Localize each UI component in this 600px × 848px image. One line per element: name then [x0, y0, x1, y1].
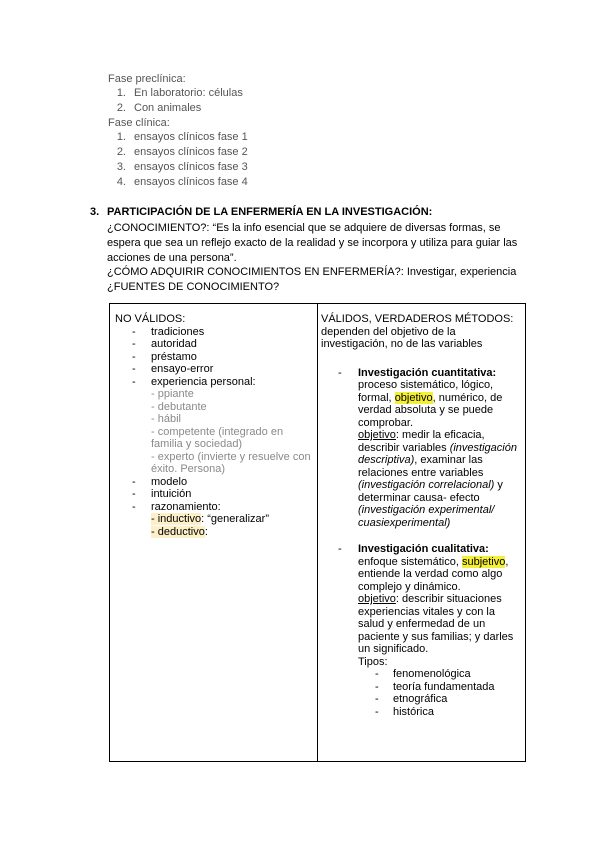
- list-item: - tradiciones: [132, 325, 205, 338]
- list-item: - etnográfica: [375, 693, 448, 705]
- list-item: [108, 102, 201, 115]
- list-item: [108, 161, 248, 174]
- inductive-label: - inductivo: [151, 513, 202, 525]
- list-item: [108, 176, 248, 189]
- intro-line: investigación, no de las variables: [321, 338, 483, 350]
- objective-highlight: objetivo: [394, 391, 433, 404]
- valid-heading: VÁLIDOS, VERDADEROS MÉTODOS:: [321, 313, 514, 325]
- list-number: 2.: [116, 102, 126, 114]
- clinic-heading: Fase clínica:: [108, 117, 170, 129]
- knowledge-sources-table: [109, 303, 526, 762]
- quantitative-block: - Investigación cuantitativa: proceso sistemático, lógico, formal, objetivo, numérico, de verdad absoluta y se puede comprobar. objetivo: medir la eficacia, describir variables (investigación descriptiva), examinar las relaciones entre variables (investigación correlacional) y determinar causa- efecto (investigación experimental/ cuasiexperimental): [321, 367, 523, 530]
- paragraph-line: ¿CONOCIMIENTO?: “Es la info esencial que se adquiere de diversas formas, se: [107, 222, 501, 234]
- list-item: - fenomenológica: [375, 668, 471, 680]
- types-label: Tipos:: [358, 655, 388, 668]
- column-divider: [317, 304, 318, 761]
- reasoning-types: - inductivo: “generalizar” - deductivo:: [151, 513, 269, 538]
- list-item: [108, 146, 248, 159]
- intro-line: dependen del objetivo de la: [321, 325, 456, 338]
- list-item: - modelo: [132, 475, 188, 488]
- paragraph-line: ¿CÓMO ADQUIRIR CONOCIMIENTOS EN ENFERMERÍA?: Investigar, experiencia: [107, 266, 517, 278]
- list-item: [108, 131, 248, 144]
- list-text: Con animales: [134, 102, 202, 114]
- list-item: - experiencia personal:: [132, 375, 256, 388]
- section-number: 3.: [90, 206, 100, 218]
- list-item: [108, 87, 243, 100]
- paragraph-line: espera que sea un reflejo exacto de la realidad y se incorpora y utiliza para guiar las: [107, 237, 518, 249]
- list-item: - histórica: [375, 705, 434, 718]
- list-number: 4.: [116, 176, 126, 188]
- list-item: - intuición: [132, 488, 192, 500]
- quantitative-title: Investigación cuantitativa:: [358, 366, 497, 379]
- list-item: - razonamiento:: [132, 500, 221, 513]
- deductive-label: - deductivo: [151, 525, 205, 538]
- invalid-heading: NO VÁLIDOS:: [115, 313, 186, 325]
- list-item: - autoridad: [132, 338, 197, 350]
- subjective-highlight: subjetivo: [461, 555, 506, 568]
- paragraph-line: acciones de una persona”.: [107, 252, 237, 264]
- list-number: 1.: [116, 87, 126, 99]
- invalid-sources-cell: [115, 313, 313, 538]
- list-text: ensayos clínicos fase 2: [134, 146, 248, 158]
- list-item: - ensayo-error: [132, 363, 214, 375]
- list-number: 2.: [116, 146, 126, 158]
- list-item: - préstamo: [132, 350, 197, 363]
- preclinic-heading: Fase preclínica:: [108, 73, 186, 85]
- list-text: ensayos clínicos fase 3: [134, 161, 248, 173]
- valid-methods-cell: [321, 313, 523, 718]
- qualitative-title: Investigación cualitativa:: [358, 543, 489, 555]
- paragraph-line: ¿FUENTES DE CONOCIMIENTO?: [107, 281, 280, 293]
- list-item: - teoría fundamentada: [375, 680, 495, 693]
- section-title: PARTICIPACIÓN DE LA ENFERMERÍA EN LA INVESTIGACIÓN:: [107, 206, 433, 218]
- list-text: ensayos clínicos fase 1: [134, 131, 248, 143]
- list-number: 3.: [116, 161, 126, 173]
- list-text: ensayos clínicos fase 4: [134, 176, 248, 188]
- list-text: En laboratorio: células: [134, 87, 243, 99]
- list-number: 1.: [116, 131, 126, 143]
- qualitative-block: - Investigación cualitativa: enfoque sistemático, subjetivo, entiende la verdad como algo complejo y dinámico. objetivo: describir situaciones experiencias vitales y con la salud y enfermedad de un paciente y sus familias; y darles un significado. Tipos: - fenomenológica - teoría fundamentada - etnográfica - histórica: [321, 543, 523, 718]
- types-list: [358, 668, 523, 718]
- experience-levels: - ppiante - debutante - hábil - competente (integrado en familia y sociedad) - experto (invierte y resuelve con éxito. Persona): [151, 388, 311, 475]
